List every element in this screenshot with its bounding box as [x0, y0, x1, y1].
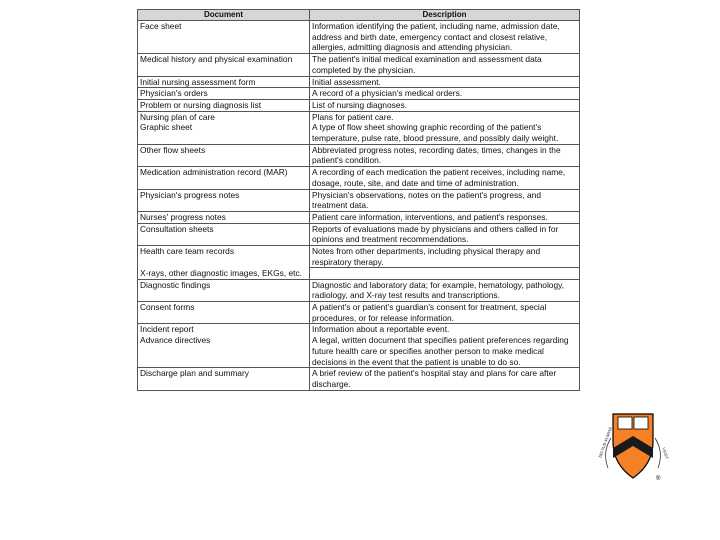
table-row	[138, 88, 580, 100]
documents-table	[137, 9, 580, 391]
description-cell: A patient's or patient's guardian's consent for treatment, special procedures, or for release information.	[310, 302, 580, 324]
document-cell: Initial nursing assessment form	[138, 76, 310, 88]
table-row	[138, 368, 580, 390]
university-shield-logo	[598, 408, 668, 486]
document-cell: Discharge plan and summary	[138, 368, 310, 390]
description-cell: Physician's observations, notes on the patient's progress, and treatment data.	[310, 189, 580, 211]
description-cell: Notes from other departments, including physical therapy and respiratory therapy.	[310, 246, 580, 268]
document-cell: Diagnostic findings	[138, 279, 310, 301]
document-cell: Medication administration record (MAR)	[138, 167, 310, 189]
table-row	[138, 223, 580, 245]
table-row	[138, 335, 580, 368]
description-cell	[310, 268, 580, 279]
ribbon-right	[655, 438, 660, 468]
table-row	[138, 279, 580, 301]
description-cell: The patient's initial medical examination and assessment data completed by the physician.	[310, 54, 580, 76]
table-row	[138, 111, 580, 122]
document-cell: Health care team records	[138, 246, 310, 268]
table-row	[138, 246, 580, 268]
table-row	[138, 302, 580, 324]
document-cell: Consultation sheets	[138, 223, 310, 245]
motto-right-text: VIGET	[661, 446, 670, 460]
table-row	[138, 144, 580, 166]
table-row	[138, 167, 580, 189]
table-row	[138, 189, 580, 211]
description-cell: A type of flow sheet showing graphic recording of the patient's temperature, pulse rate, blood pressure, and possibly daily weight.	[310, 122, 580, 144]
description-cell: Information identifying the patient, including name, admission date, address and birth date, emergency contact and closest relative, allergies, admitting diagnosis and attending physician.	[310, 21, 580, 54]
description-cell: Diagnostic and laboratory data; for example, hematology, pathology, radiology, and X-ray test results and transcriptions.	[310, 279, 580, 301]
description-cell: Initial assessment.	[310, 76, 580, 88]
document-cell: Face sheet	[138, 21, 310, 54]
document-cell: Graphic sheet	[138, 122, 310, 144]
document-cell: Physician's progress notes	[138, 189, 310, 211]
document-cell: Advance directives	[138, 335, 310, 368]
book-left-page	[618, 417, 632, 429]
header-document: Document	[138, 10, 310, 21]
description-cell: Plans for patient care.	[310, 111, 580, 122]
document-cell: Other flow sheets	[138, 144, 310, 166]
table-header-row	[138, 10, 580, 21]
document-cell: Problem or nursing diagnosis list	[138, 99, 310, 111]
shield-icon	[613, 414, 653, 478]
table-row	[138, 268, 580, 279]
document-cell: Physician's orders	[138, 88, 310, 100]
document-cell: X-rays, other diagnostic images, EKGs, etc.	[138, 268, 310, 279]
description-cell: List of nursing diagnoses.	[310, 99, 580, 111]
document-cell: Nursing plan of care	[138, 111, 310, 122]
motto-left-text: DEI SUB NUMINE	[597, 426, 614, 459]
description-cell: A brief review of the patient's hospital stay and plans for care after discharge.	[310, 368, 580, 390]
table-row	[138, 211, 580, 223]
description-cell: Patient care information, interventions, and patient's responses.	[310, 211, 580, 223]
document-cell: Consent forms	[138, 302, 310, 324]
description-cell: Information about a reportable event.	[310, 324, 580, 335]
table-row	[138, 122, 580, 144]
table-row	[138, 99, 580, 111]
table-row	[138, 76, 580, 88]
description-cell: A legal, written document that specifies patient preferences regarding future health care or specifies another person to make medical decisions in the event that the patient is unable to do so.	[310, 335, 580, 368]
table-row	[138, 21, 580, 54]
table-row	[138, 324, 580, 335]
document-cell: Medical history and physical examination	[138, 54, 310, 76]
document-cell: Nurses' progress notes	[138, 211, 310, 223]
description-cell: A record of a physician's medical orders.	[310, 88, 580, 100]
header-description: Description	[310, 10, 580, 21]
description-cell: Abbreviated progress notes, recording dates, times, changes in the patient's condition.	[310, 144, 580, 166]
table-row	[138, 54, 580, 76]
description-cell: Reports of evaluations made by physicians and others called in for opinions and treatment recommendations.	[310, 223, 580, 245]
description-cell: A recording of each medication the patient receives, including name, dosage, route, site, and date and time of administration.	[310, 167, 580, 189]
registered-mark-icon: ®	[656, 476, 661, 482]
book-right-page	[634, 417, 648, 429]
document-cell: Incident report	[138, 324, 310, 335]
